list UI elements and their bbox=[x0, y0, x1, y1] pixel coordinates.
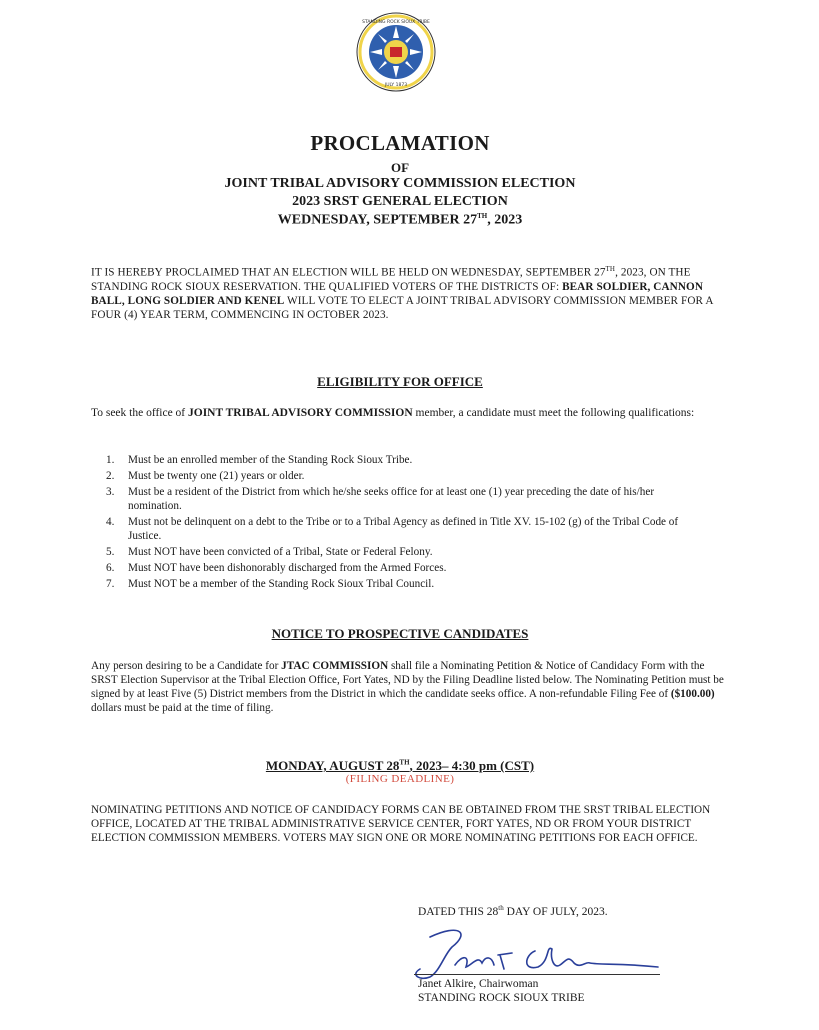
filing-deadline-date: MONDAY, AUGUST 28TH, 2023– 4:30 pm (CST) bbox=[265, 758, 535, 773]
notice-heading: NOTICE TO PROSPECTIVE CANDIDATES bbox=[271, 626, 529, 641]
tribal-seal bbox=[356, 12, 436, 92]
list-item: 5. Must NOT have been convicted of a Tribal, State or Federal Felony. bbox=[106, 546, 433, 558]
list-item: 1. Must be an enrolled member of the Standing Rock Sioux Tribe. bbox=[106, 454, 413, 466]
list-item: 2. Must be twenty one (21) years or older. bbox=[106, 470, 305, 482]
eligibility-heading: ELIGIBILITY FOR OFFICE bbox=[317, 374, 483, 389]
intro-paragraph: IT IS HEREBY PROCLAIMED THAT AN ELECTION WILL BE HELD ON WEDNESDAY, SEPTEMBER 27TH, 2023, ON THE STANDING ROCK SIOUX RESERVATION. THE QUALIFIED VOTERS OF THE DISTRICTS OF: BEAR SOLDIER, CANNON BALL, LONG SOLDIER AND KENEL WILL VOTE TO ELECT A JOINT TRIBAL ADVISORY COMMISSION MEMBER FOR A FOUR (4) YEAR TERM, COMMENCING IN OCTOBER 2023. bbox=[91, 265, 713, 321]
signature-line bbox=[414, 974, 660, 975]
qualifications-list bbox=[106, 453, 706, 593]
notice-paragraph: Any person desiring to be a Candidate for JTAC COMMISSION shall file a Nominating Petition & Notice of Candidacy Form with the SRST Election Supervisor at the Tribal Election Office, Fort Yates, ND by the Filing Deadline listed below. The Nominating Petition must be signed by at least Five (5) District members from the District in which the candidate seeks office. A non-refundable Filing Fee of ($100.00) dollars must be paid at the time of filing. bbox=[91, 660, 724, 714]
seal-text-bottom: JULY 1873 bbox=[384, 83, 408, 88]
signer-name: Janet Alkire, Chairwoman bbox=[418, 978, 539, 990]
signer-organization: STANDING ROCK SIOUX TRIBE bbox=[418, 992, 585, 1004]
title-line-2: 2023 SRST GENERAL ELECTION bbox=[292, 194, 508, 209]
handwritten-signature bbox=[400, 925, 660, 985]
title-line-1: JOINT TRIBAL ADVISORY COMMISSION ELECTION bbox=[224, 176, 576, 191]
list-item: 7. Must NOT be a member of the Standing Rock Sioux Tribal Council. bbox=[106, 578, 435, 590]
filing-deadline-label: (FILING DEADLINE) bbox=[345, 773, 455, 785]
list-item: 6. Must NOT have been dishonorably discharged from the Armed Forces. bbox=[106, 562, 447, 574]
signer-block bbox=[418, 977, 585, 1005]
seal-text-top: STANDING ROCK SIOUX TRIBE bbox=[362, 20, 430, 25]
proclamation-title: PROCLAMATION bbox=[310, 131, 490, 155]
title-of: OF bbox=[390, 160, 410, 175]
eligibility-intro: To seek the office of JOINT TRIBAL ADVISORY COMMISSION member, a candidate must meet the following qualifications: bbox=[91, 407, 695, 419]
list-item: 4. Must not be delinquent on a debt to the Tribe or to a Tribal Agency as defined in Title XV. 15-102 (g) of the Tribal Code of Justice. bbox=[106, 516, 679, 542]
forms-paragraph: NOMINATING PETITIONS AND NOTICE OF CANDIDACY FORMS CAN BE OBTAINED FROM THE SRST TRIBAL ELECTION OFFICE, LOCATED AT THE TRIBAL ADMINISTRATIVE SERVICE CENTER, FORT YATES, ND OR FROM YOUR DISTRICT ELECTION COMMISSION MEMBERS. VOTERS MAY SIGN ONE OR MORE NOMINATING PETITIONS FOR EACH OFFICE. bbox=[91, 804, 711, 844]
district-names: BEAR SOLDIER, CANNON BALL, LONG SOLDIER AND KENEL bbox=[91, 280, 703, 307]
list-item: 3. Must be a resident of the District from which he/she seeks office for at least one (1) year preceding the date of his/her nomination. bbox=[106, 486, 655, 512]
title-line-3: WEDNESDAY, SEPTEMBER 27TH, 2023 bbox=[277, 212, 523, 228]
dated-line: DATED THIS 28th DAY OF JULY, 2023. bbox=[418, 904, 608, 918]
